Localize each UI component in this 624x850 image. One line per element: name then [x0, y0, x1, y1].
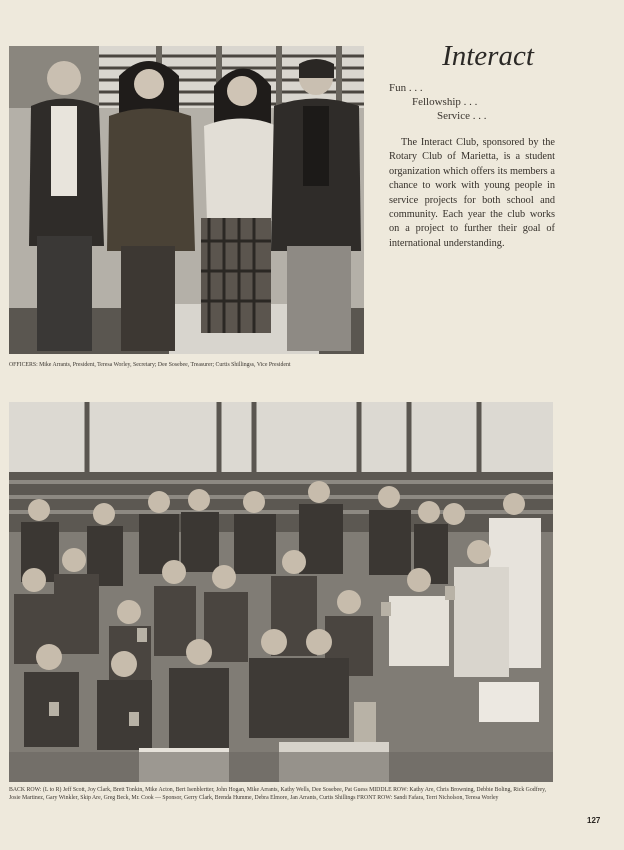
motto-fun: Fun . . .: [389, 82, 423, 94]
officers-photo: [9, 46, 364, 354]
club-group-photo: [9, 402, 553, 782]
officers-caption: OFFICERS: Mike Arrants, President, Teresa Worley, Secretary; Dee Sosebee, Treasurer; Curtis Shillingss, Vice President: [9, 362, 291, 368]
motto-fellowship: Fellowship . . .: [412, 96, 478, 108]
page-number: 127: [587, 816, 601, 825]
club-description: The Interact Club, sponsored by the Rotary Club of Marietta, is a student organization which offers its members a chance to work with young people in service projects for both school and community. Each year the club works on a project to further their goal of international understanding.: [389, 137, 555, 249]
club-caption: BACK ROW: (L to R) Jeff Scott, Joy Clark, Brett Tonkin, Mike Acton, Bert Isenblertter, John Hogan, Mike Arrants, Kathy Wells, Dee Sosebee, Pat Guess MIDDLE ROW: Kathy Are, Chris Browning, Debbie Boling, Rick Godfrey, Josie Martinez, Gary Winkler, Skip Are, Greg Beck, Mr. Cook — Sponsor, Gerry Clark, Brenda Humme, Debra Elmore, Jan Arrants, Curtis Shillings FRONT ROW: Sandi Fafara, Terri Nicholson, Teresa Worley: [9, 787, 547, 801]
motto-service: Service . . .: [437, 110, 487, 122]
page-title: Interact: [442, 40, 534, 72]
